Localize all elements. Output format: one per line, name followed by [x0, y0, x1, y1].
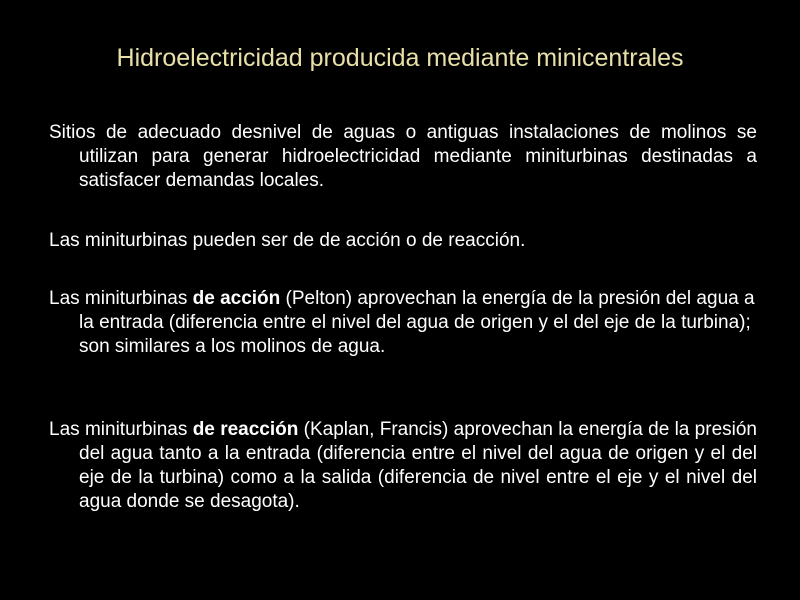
paragraph-tipos-text: Las miniturbinas pueden ser de de acción o de reacción. — [49, 230, 526, 251]
paragraph-reaccion-after: (Kaplan, Francis) aprovechan la energía de la presión del agua tanto a la entrada (diferencia entre el nivel del agua de origen y el del eje de la turbina) como a la salida (diferencia de nivel entre el eje y el nivel del agua donde se desagota). — [79, 419, 758, 512]
paragraph-accion-after: (Pelton) aprovechan la energía de la presión del agua a la entrada (diferencia entre el nivel del agua de origen y el del eje de la turbina); son similares a los molinos de agua. — [79, 288, 755, 357]
slide-title: Hidroelectricidad producida mediante minicentrales — [116, 44, 684, 72]
paragraph-reaccion-before: Las miniturbinas — [49, 419, 193, 440]
paragraph-sitios-text: Sitios de adecuado desnivel de aguas o antiguas instalaciones de molinos se utilizan para generar hidroelectricidad mediante miniturbinas destinadas a satisfacer demandas locales. — [49, 122, 757, 191]
paragraph-reaccion-bold: de reacción — [192, 419, 299, 440]
paragraph-accion-bold: de acción — [192, 288, 281, 309]
paragraph-accion-before: Las miniturbinas — [49, 288, 193, 309]
paragraph-accion — [49, 287, 757, 359]
paragraph-sitios — [49, 121, 757, 193]
paragraph-reaccion — [49, 418, 757, 514]
paragraph-tipos-miniturbinas — [49, 229, 757, 253]
